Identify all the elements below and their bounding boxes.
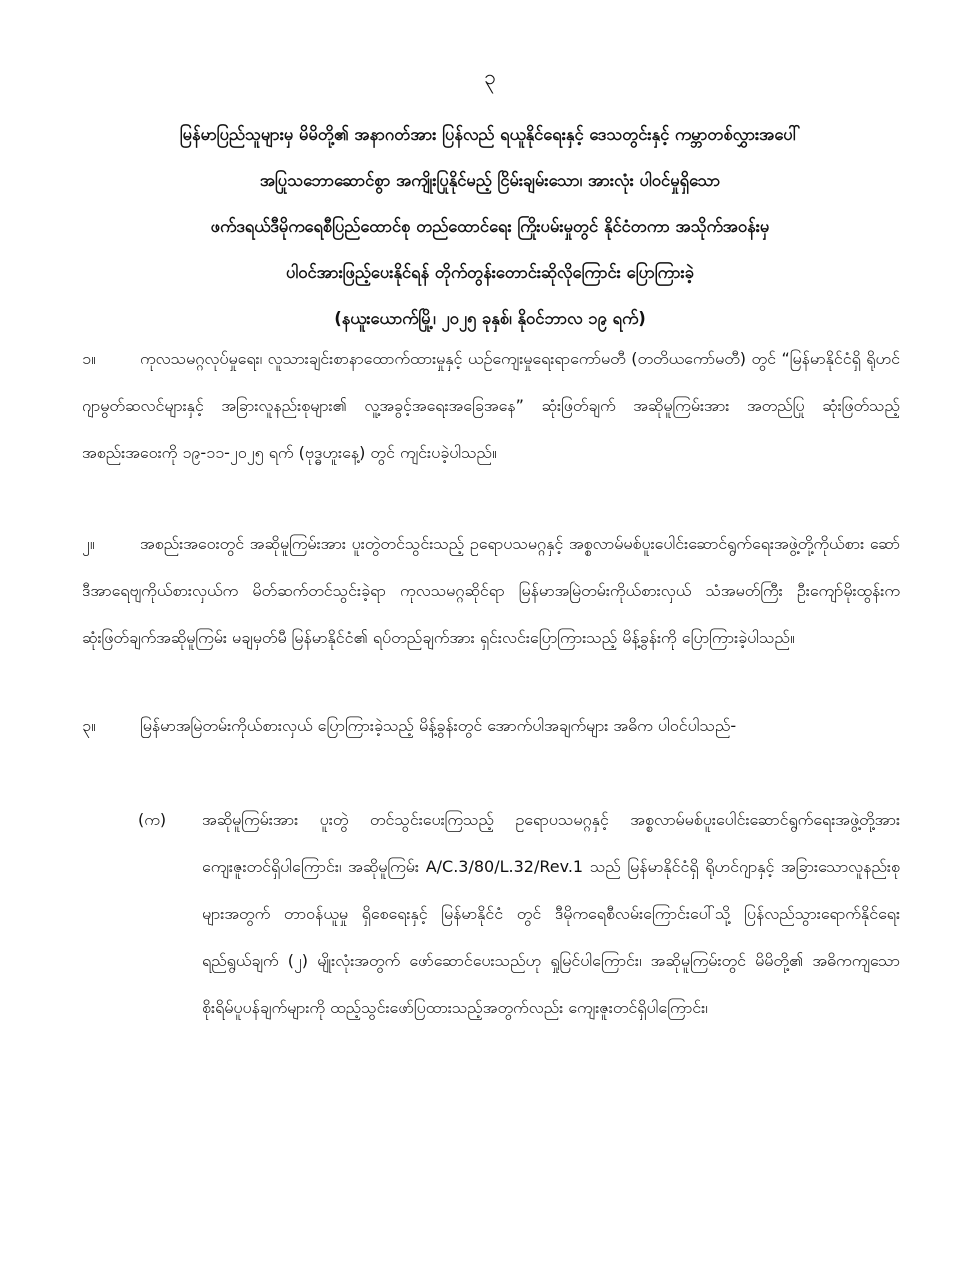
- paragraph-text: အစည်းအဝေးတွင် အဆိုမူကြမ်းအား ပူးတွဲတင်သွင်းသည့် ဥရောပသမဂ္ဂနှင့် အစ္စလာမ်မစ်ပူးပေါင်းဆောင်ရွက်ရေးအဖွဲ့တို့ကိုယ်စား ဆော်ဒီအာရေဗျကိုယ်စားလှယ်က မိတ်ဆက်တင်သွင်းခဲ့ရာ ကုလသမဂ္ဂဆိုင်ရာ မြန်မာအမြဲတမ်းကိုယ်စားလှယ် သံအမတ်ကြီး ဦးကျော်မိုးထွန်းက ဆုံးဖြတ်ချက်အဆိုမူကြမ်း မချမှတ်မီ မြန်မာနိုင်ငံ၏ ရပ်တည်ချက်အား ရှင်းလင်းပြောကြားသည့် မိန့်ခွန်းကို ပြောကြားခဲ့ပါသည်။: [82, 534, 900, 647]
- document-title: [70, 112, 910, 342]
- paragraph-number: ၂။: [82, 534, 95, 553]
- page-number: ၃: [484, 65, 496, 89]
- paragraph-3: [82, 702, 900, 749]
- title-line-1: မြန်မာပြည်သူများမှ မိမိတို့၏ အနာဂတ်အား ပြန်လည် ရယူနိုင်ရေးနှင့် ဒေသတွင်းနှင့် ကမ္ဘာတစ်လွှားအပေါ်: [179, 125, 801, 144]
- title-line-4: ပါဝင်အားဖြည့်ပေးနိုင်ရန် တိုက်တွန်းတောင်းဆိုလိုကြောင်း ပြောကြားခဲ့: [285, 263, 694, 282]
- paragraph-number: ၁။: [82, 349, 96, 368]
- title-line-3: ဖက်ဒရယ်ဒီမိုကရေစီပြည်ထောင်စု တည်ထောင်ရေး ကြိုးပမ်းမှုတွင် နိုင်ငံတကာ အသိုက်အဝန်းမှ: [210, 217, 770, 236]
- paragraph-2: [82, 520, 900, 661]
- paragraph-text: မြန်မာအမြဲတမ်းကိုယ်စားလှယ် ပြောကြားခဲ့သည့် မိန့်ခွန်းတွင် အောက်ပါအချက်များ အဓိက ပါဝင်ပါသည်-: [140, 716, 737, 735]
- sub-item-label: (က): [138, 810, 167, 829]
- title-dateline: (နယူးယောက်မြို့၊ ၂၀၂၅ ခုနှစ်၊ နိုဝင်ဘာလ ၁၉ ရက်): [334, 309, 646, 328]
- sub-item-ka: [138, 796, 900, 1031]
- paragraph-text: ကုလသမဂ္ဂလုပ်မှုရေး၊ လူသားချင်းစာနာထောက်ထားမှုနှင့် ယဉ်ကျေးမှုရေးရာကော်မတီ (တတိယကော်မတီ) တွင် “မြန်မာနိုင်ငံရှိ ရိုဟင်ဂျာမွတ်ဆလင်များနှင့် အခြားလူနည်းစုများ၏ လူ့အခွင့်အရေးအခြေအနေ” ဆုံးဖြတ်ချက် အဆိုမူကြမ်းအား အတည်ပြု ဆုံးဖြတ်သည့် အစည်းအဝေးကို ၁၉-၁၁-၂၀၂၅ ရက် (ဗုဒ္ဓဟူးနေ့) တွင် ကျင်းပခဲ့ပါသည်။: [82, 349, 900, 462]
- title-line-2: အပြုသဘောဆောင်စွာ အကျိုးပြုနိုင်မည့် ငြိမ်းချမ်းသော၊ အားလုံး ပါဝင်မှုရှိသော: [259, 171, 721, 190]
- paragraph-1: [82, 335, 900, 476]
- sub-item-text: အဆိုမူကြမ်းအား ပူးတွဲ တင်သွင်းပေးကြသည့် ဥရောပသမဂ္ဂနှင့် အစ္စလာမ်မစ်ပူးပေါင်းဆောင်ရွက်ရေးအဖွဲ့တို့အား ကျေးဇူးတင်ရှိပါကြောင်း၊ အဆိုမူကြမ်း A/C.3/80/L.32/Rev.1 သည် မြန်မာနိုင်ငံရှိ ရိုဟင်ဂျာနှင့် အခြားသောလူနည်းစုများအတွက် တာဝန်ယူမှု ရှိစေရေးနှင့် မြန်မာနိုင်ငံ တွင် ဒီမိုကရေစီလမ်းကြောင်းပေါ်သို့ ပြန်လည်သွားရောက်နိုင်ရေး ရည်ရွယ်ချက် (၂) မျိုးလုံးအတွက် ဖော်ဆောင်ပေးသည်ဟု ရှုမြင်ပါကြောင်း၊ အဆိုမူကြမ်းတွင် မိမိတို့၏ အဓိကကျသော စိုးရိမ်ပူပန်ချက်များကို ထည့်သွင်းဖော်ပြထားသည့်အတွက်လည်း ကျေးဇူးတင်ရှိပါကြောင်း၊: [202, 810, 900, 1017]
- paragraph-number: ၃။: [82, 716, 96, 735]
